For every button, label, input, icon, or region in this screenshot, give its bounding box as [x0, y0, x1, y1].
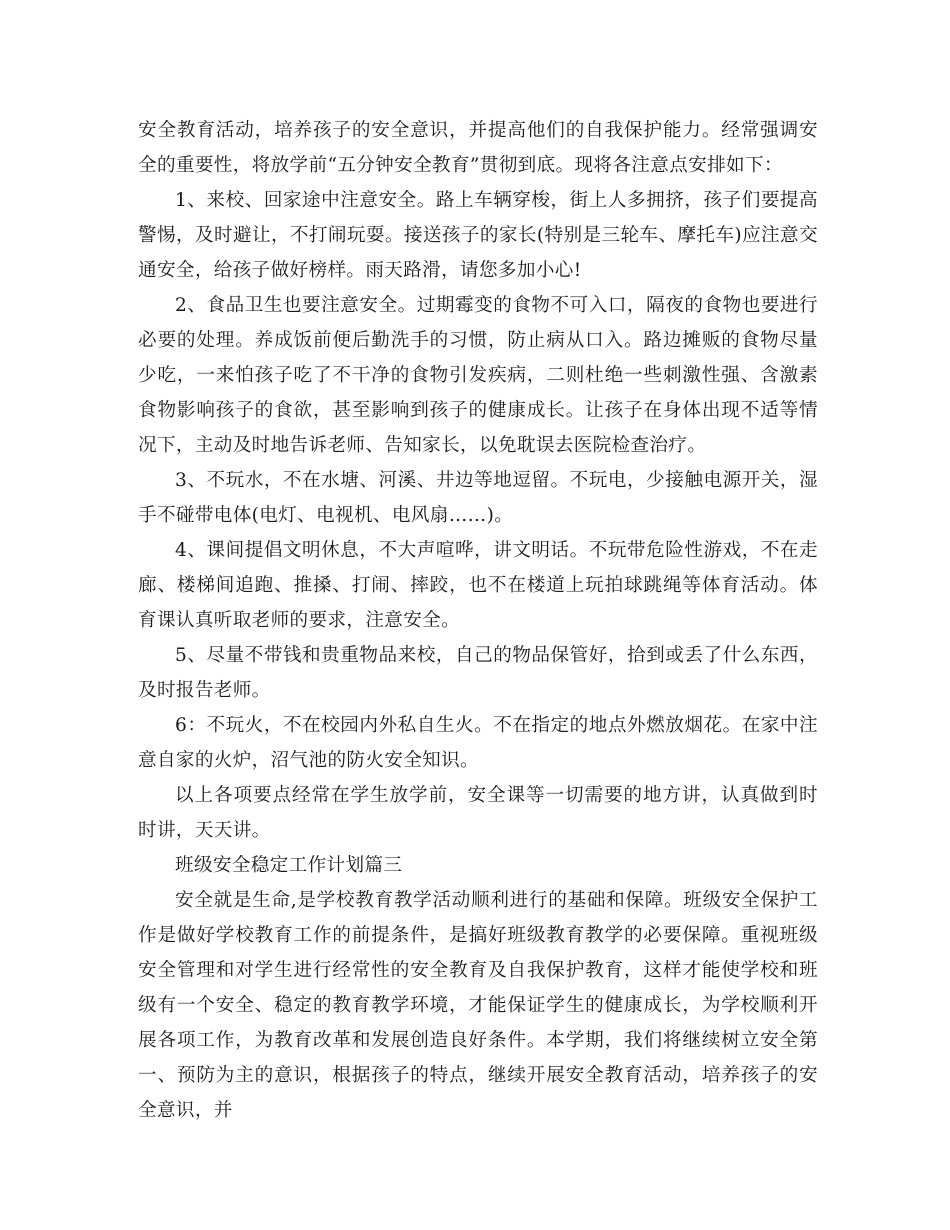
paragraph-intro-continuation: 安全教育活动，培养孩子的安全意识，并提高他们的自我保护能力。经常强调安全的重要性，将放学前“五分钟安全教育”贯彻到底。现将各注意点安排如下：: [138, 120, 818, 176]
document-body: [138, 113, 818, 1128]
section-heading: 班级安全稳定工作计划篇三: [175, 855, 403, 876]
paragraph-item-4: 4、课间提倡文明休息，不大声喧哗，讲文明话。不玩带危险性游戏，不在走廊、楼梯间追跑、推搡、打闹、摔跤，也不在楼道上玩拍球跳绳等体育活动。体育课认真听取老师的要求，注意安全。: [138, 540, 818, 631]
paragraph-item-6: 6：不玩火，不在校园内外私自生火。不在指定的地点外燃放烟花。在家中注意自家的火炉，沼气池的防火安全知识。: [138, 715, 818, 771]
paragraph-summary: 以上各项要点经常在学生放学前，安全课等一切需要的地方讲，认真做到时时讲，天天讲。: [138, 785, 818, 841]
paragraph-item-3: 3、不玩水，不在水塘、河溪、井边等地逗留。不玩电，少接触电源开关，湿手不碰带电体(电灯、电视机、电风扇……)。: [138, 470, 818, 526]
paragraph-item-5: 5、尽量不带钱和贵重物品来校，自己的物品保管好，拾到或丢了什么东西，及时报告老师。: [138, 645, 818, 701]
paragraph-item-2: 2、食品卫生也要注意安全。过期霉变的食物不可入口，隔夜的食物也要进行必要的处理。养成饭前便后勤洗手的习惯，防止病从口入。路边摊贩的食物尽量少吃，一来怕孩子吃了不干净的食物引发疾病，二则杜绝一些刺激性强、含激素食物影响孩子的食欲，甚至影响到孩子的健康成长。让孩子在身体出现不适等情况下，主动及时地告诉老师、告知家长，以免耽误去医院检查治疗。: [138, 295, 818, 456]
paragraph-item-1: 1、来校、回家途中注意安全。路上车辆穿梭，街上人多拥挤，孩子们要提高警惕，及时避让，不打闹玩耍。接送孩子的家长(特别是三轮车、摩托车)应注意交通安全，给孩子做好榜样。雨天路滑，请您多加小心!: [138, 190, 818, 281]
paragraph-section-intro: 安全就是生命,是学校教育教学活动顺利进行的基础和保障。班级安全保护工作是做好学校教育工作的前提条件，是搞好班级教育教学的必要保障。重视班级安全管理和对学生进行经常性的安全教育及自我保护教育，这样才能使学校和班级有一个安全、稳定的教育教学环境，才能保证学生的健康成长，为学校顺利开展各项工作，为教育改革和发展创造良好条件。本学期，我们将继续树立安全第一、预防为主的意识，根据孩子的特点，继续开展安全教育活动，培养孩子的安全意识，并: [138, 890, 818, 1121]
